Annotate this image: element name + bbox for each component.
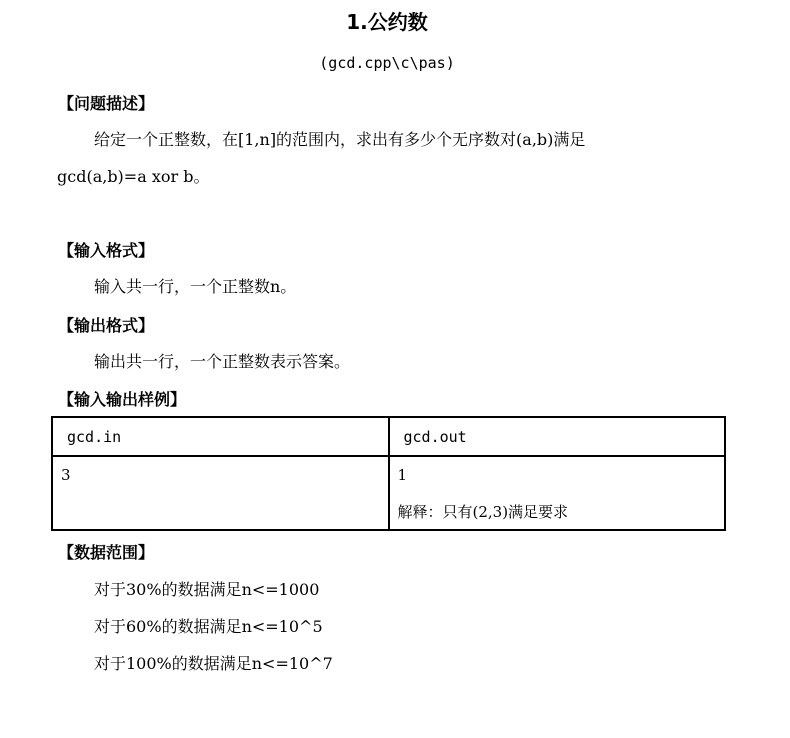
- sample-output-cell: [389, 456, 726, 530]
- page-title: 1.公约数: [346, 10, 428, 34]
- file-names: (gcd.cpp\c\pas): [319, 54, 455, 72]
- sample-output-note: 解释：只有(2,3)满足要求: [397, 503, 569, 521]
- problem-text-line-1: 给定一个正整数，在[1,n]的范围内，求出有多少个无序数对(a,b)满足: [94, 130, 586, 149]
- constraint-item: 对于30%的数据满足n<=1000: [94, 580, 320, 599]
- sample-table-header-row: [52, 417, 725, 456]
- output-format-text: 输出共一行，一个正整数表示答案。: [94, 352, 351, 371]
- sample-heading: 【输入输出样例】: [58, 390, 187, 409]
- sample-input-cell: [52, 456, 389, 530]
- sample-input-header: gcd.in: [52, 417, 389, 456]
- sample-output-header: gcd.out: [389, 417, 726, 456]
- problem-heading: 【问题描述】: [58, 94, 155, 113]
- sample-table: [51, 416, 726, 531]
- problem-text-line-2: gcd(a,b)=a xor b。: [57, 167, 210, 186]
- sample-output-value: 1: [397, 466, 408, 484]
- constraints-heading: 【数据范围】: [58, 543, 155, 562]
- constraint-item: 对于60%的数据满足n<=10^5: [94, 617, 323, 636]
- input-format-heading: 【输入格式】: [58, 241, 155, 260]
- sample-input-value: 3: [61, 466, 71, 484]
- output-format-heading: 【输出格式】: [58, 316, 155, 335]
- constraint-item: 对于100%的数据满足n<=10^7: [94, 654, 333, 673]
- sample-table-body-row: [52, 456, 725, 530]
- input-format-text: 输入共一行，一个正整数n。: [94, 277, 297, 296]
